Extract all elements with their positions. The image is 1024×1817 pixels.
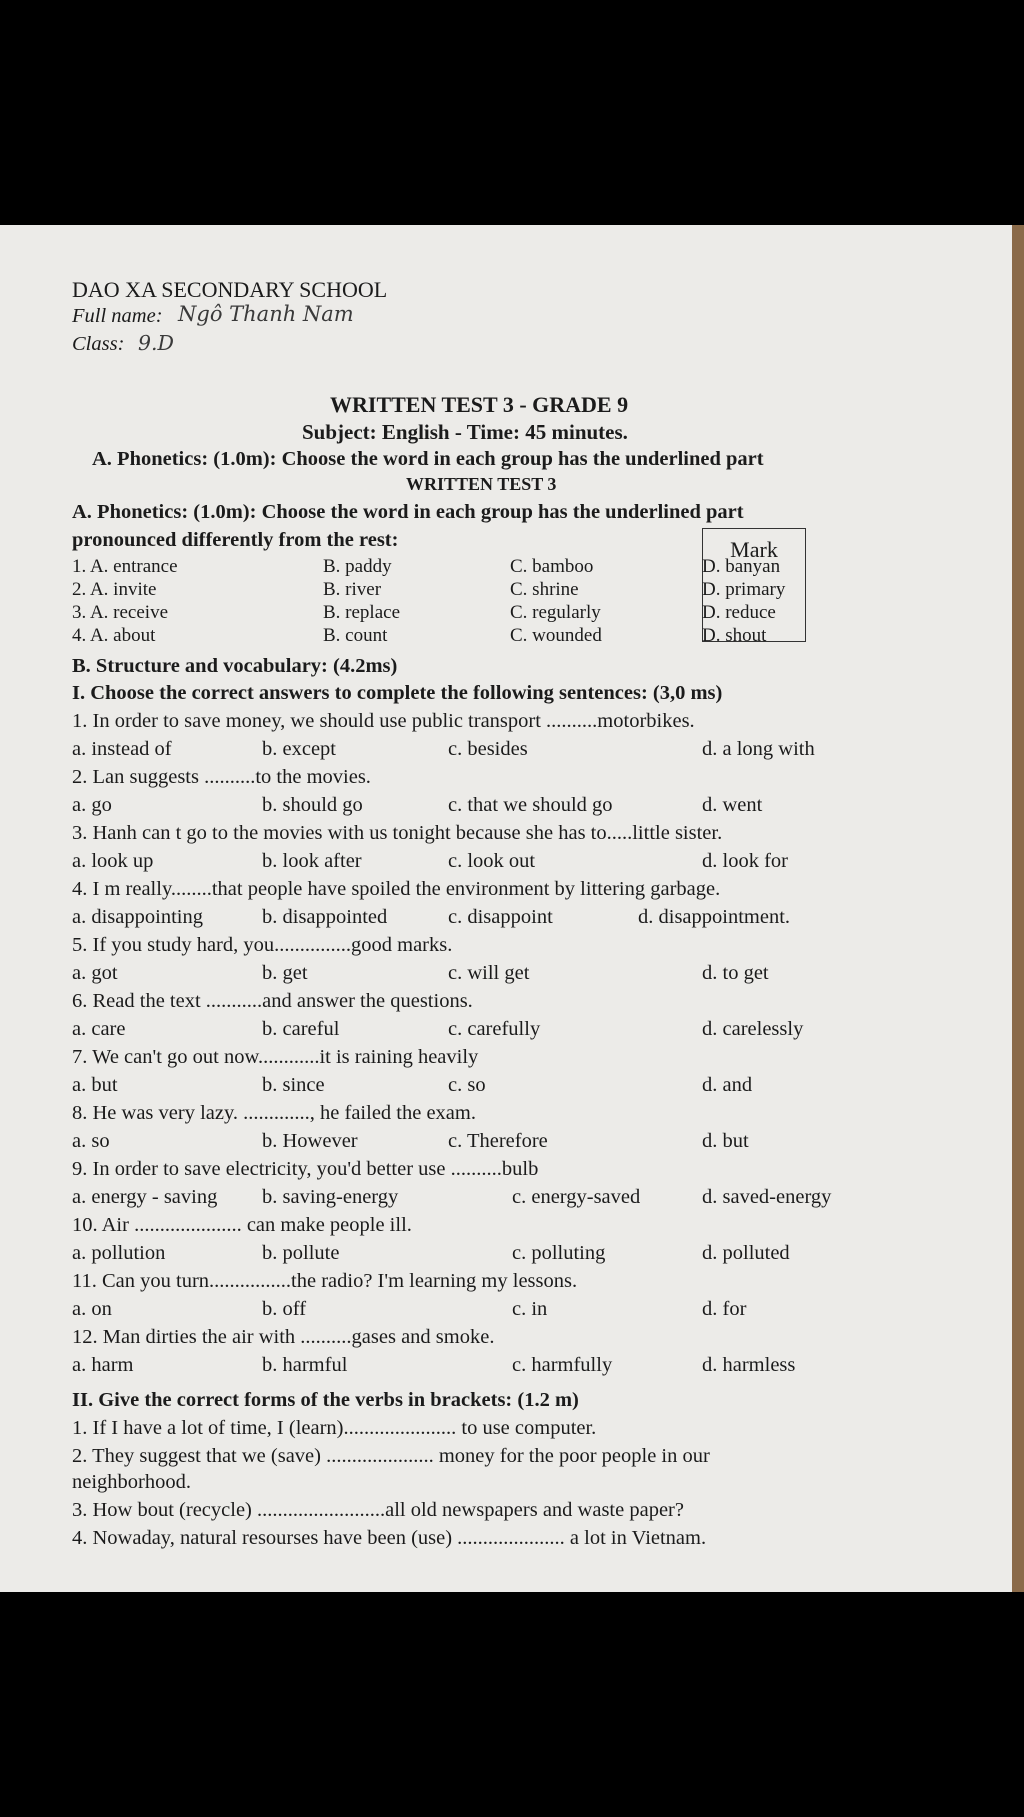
- verb-item: 4. Nowaday, natural resourses have been (use) ..................... a lot in Vietnam.: [72, 1527, 707, 1549]
- phonetics-heading-repeat: A. Phonetics: (1.0m): Choose the word in each group has the underlined part: [92, 448, 764, 470]
- answer-option: d. polluted: [702, 1242, 790, 1264]
- part2-heading: II. Give the correct forms of the verbs in brackets: (1.2 m): [72, 1389, 579, 1411]
- phonetics-option: 2. A. invite: [72, 579, 157, 600]
- fullname-handwritten: Ngô Thanh Nam: [178, 302, 354, 326]
- question-text: 8. He was very lazy. ............., he failed the exam.: [72, 1102, 476, 1124]
- answer-option: c. harmfully: [512, 1354, 613, 1376]
- answer-option: c. disappoint: [448, 906, 553, 928]
- answer-option: d. but: [702, 1130, 749, 1152]
- verb-item: 2. They suggest that we (save) ..................... money for the poor people in our: [72, 1445, 710, 1467]
- answer-option: c. in: [512, 1298, 548, 1320]
- class-label: Class:: [72, 333, 125, 355]
- phonetics-option: B. paddy: [323, 556, 392, 577]
- answer-option: a. on: [72, 1298, 112, 1320]
- mark-label: Mark: [730, 537, 778, 562]
- question-text: 5. If you study hard, you...............good marks.: [72, 934, 453, 956]
- answer-option: c. Therefore: [448, 1130, 548, 1152]
- question-text: 2. Lan suggests ..........to the movies.: [72, 766, 371, 788]
- phonetics-heading: A. Phonetics: (1.0m): Choose the word in each group has the underlined part: [72, 501, 744, 523]
- answer-option: b. should go: [262, 794, 363, 816]
- phonetics-heading-cont: pronounced differently from the rest:: [72, 529, 399, 551]
- answer-option: c. will get: [448, 962, 530, 984]
- answer-option: b. pollute: [262, 1242, 340, 1264]
- phonetics-option: 3. A. receive: [72, 602, 169, 623]
- answer-option: c. carefully: [448, 1018, 541, 1040]
- answer-option: b. since: [262, 1074, 325, 1096]
- paper-edge: [1012, 225, 1024, 1592]
- test-title: WRITTEN TEST 3 - GRADE 9: [330, 392, 629, 417]
- phonetics-option: C. bamboo: [510, 556, 594, 577]
- question-text: 10. Air ..................... can make people ill.: [72, 1214, 412, 1236]
- answer-option: d. disappointment.: [638, 906, 791, 928]
- answer-option: b. careful: [262, 1018, 340, 1040]
- answer-option: b. look after: [262, 850, 362, 872]
- answer-option: a. harm: [72, 1354, 134, 1376]
- answer-option: a. pollution: [72, 1242, 166, 1264]
- answer-option: a. go: [72, 794, 112, 816]
- answer-option: c. polluting: [512, 1242, 606, 1264]
- answer-option: b. disappointed: [262, 906, 388, 928]
- answer-option: d. for: [702, 1298, 747, 1320]
- answer-option: d. harmless: [702, 1354, 796, 1376]
- class-handwritten: 9.D: [138, 331, 174, 355]
- phonetics-option: C. regularly: [510, 602, 601, 623]
- answer-option: b. off: [262, 1298, 307, 1320]
- answer-option: c. besides: [448, 738, 528, 760]
- question-text: 6. Read the text ...........and answer the questions.: [72, 990, 473, 1012]
- test-title-small: WRITTEN TEST 3: [406, 474, 557, 494]
- answer-option: c. so: [448, 1074, 486, 1096]
- question-text: 1. In order to save money, we should use public transport ..........motorbikes.: [72, 710, 695, 732]
- question-text: 3. Hanh can t go to the movies with us tonight because she has to.....little sister.: [72, 822, 723, 844]
- answer-option: d. and: [702, 1074, 753, 1096]
- answer-option: b. However: [262, 1130, 358, 1152]
- phonetics-option: C. wounded: [510, 625, 602, 646]
- answer-option: a. so: [72, 1130, 110, 1152]
- phonetics-option: 1. A. entrance: [72, 556, 178, 577]
- phonetics-option: D. reduce: [702, 602, 776, 623]
- answer-option: d. look for: [702, 850, 788, 872]
- question-text: 7. We can't go out now............it is raining heavily: [72, 1046, 479, 1068]
- answer-option: a. got: [72, 962, 118, 984]
- verb-item: 3. How bout (recycle) .........................all old newspapers and waste paper?: [72, 1499, 684, 1521]
- question-text: 9. In order to save electricity, you'd better use ..........bulb: [72, 1158, 539, 1180]
- answer-option: d. to get: [702, 962, 769, 984]
- section-b-heading: B. Structure and vocabulary: (4.2ms): [72, 655, 398, 677]
- question-text: 4. I m really........that people have spoiled the environment by littering garbage.: [72, 878, 721, 900]
- answer-option: d. went: [702, 794, 763, 816]
- exam-paper: [0, 225, 1012, 1592]
- answer-option: c. look out: [448, 850, 536, 872]
- verb-item: 1. If I have a lot of time, I (learn)...................... to use computer.: [72, 1417, 597, 1439]
- question-text: 12. Man dirties the air with ..........gases and smoke.: [72, 1326, 495, 1348]
- phonetics-option: B. river: [323, 579, 382, 600]
- question-text: 11. Can you turn................the radio? I'm learning my lessons.: [72, 1270, 578, 1292]
- answer-option: a. care: [72, 1018, 126, 1040]
- answer-option: a. energy - saving: [72, 1186, 218, 1208]
- answer-option: a. look up: [72, 850, 154, 872]
- answer-option: b. harmful: [262, 1354, 348, 1376]
- phonetics-option: B. replace: [323, 602, 401, 623]
- answer-option: b. get: [262, 962, 308, 984]
- answer-option: a. but: [72, 1074, 118, 1096]
- answer-option: b. except: [262, 738, 336, 760]
- phonetics-option: D. primary: [702, 579, 786, 600]
- answer-option: d. carelessly: [702, 1018, 804, 1040]
- phonetics-option: B. count: [323, 625, 388, 646]
- answer-option: c. energy-saved: [512, 1186, 641, 1208]
- answer-option: d. a long with: [702, 738, 815, 760]
- answer-option: c. that we should go: [448, 794, 613, 816]
- verb-item: neighborhood.: [72, 1471, 191, 1493]
- part1-heading: I. Choose the correct answers to complete the following sentences: (3,0 ms): [72, 682, 723, 704]
- school-name: DAO XA SECONDARY SCHOOL: [72, 277, 388, 302]
- answer-option: a. disappointing: [72, 906, 203, 928]
- fullname-label: Full name:: [72, 305, 163, 327]
- phonetics-option: C. shrine: [510, 579, 579, 600]
- phonetics-option: D. shout: [702, 625, 767, 646]
- answer-option: a. instead of: [72, 738, 172, 760]
- answer-option: b. saving-energy: [262, 1186, 399, 1208]
- subject-line: Subject: English - Time: 45 minutes.: [302, 420, 628, 444]
- phonetics-option: D. banyan: [702, 556, 781, 577]
- phonetics-option: 4. A. about: [72, 625, 156, 646]
- answer-option: d. saved-energy: [702, 1186, 832, 1208]
